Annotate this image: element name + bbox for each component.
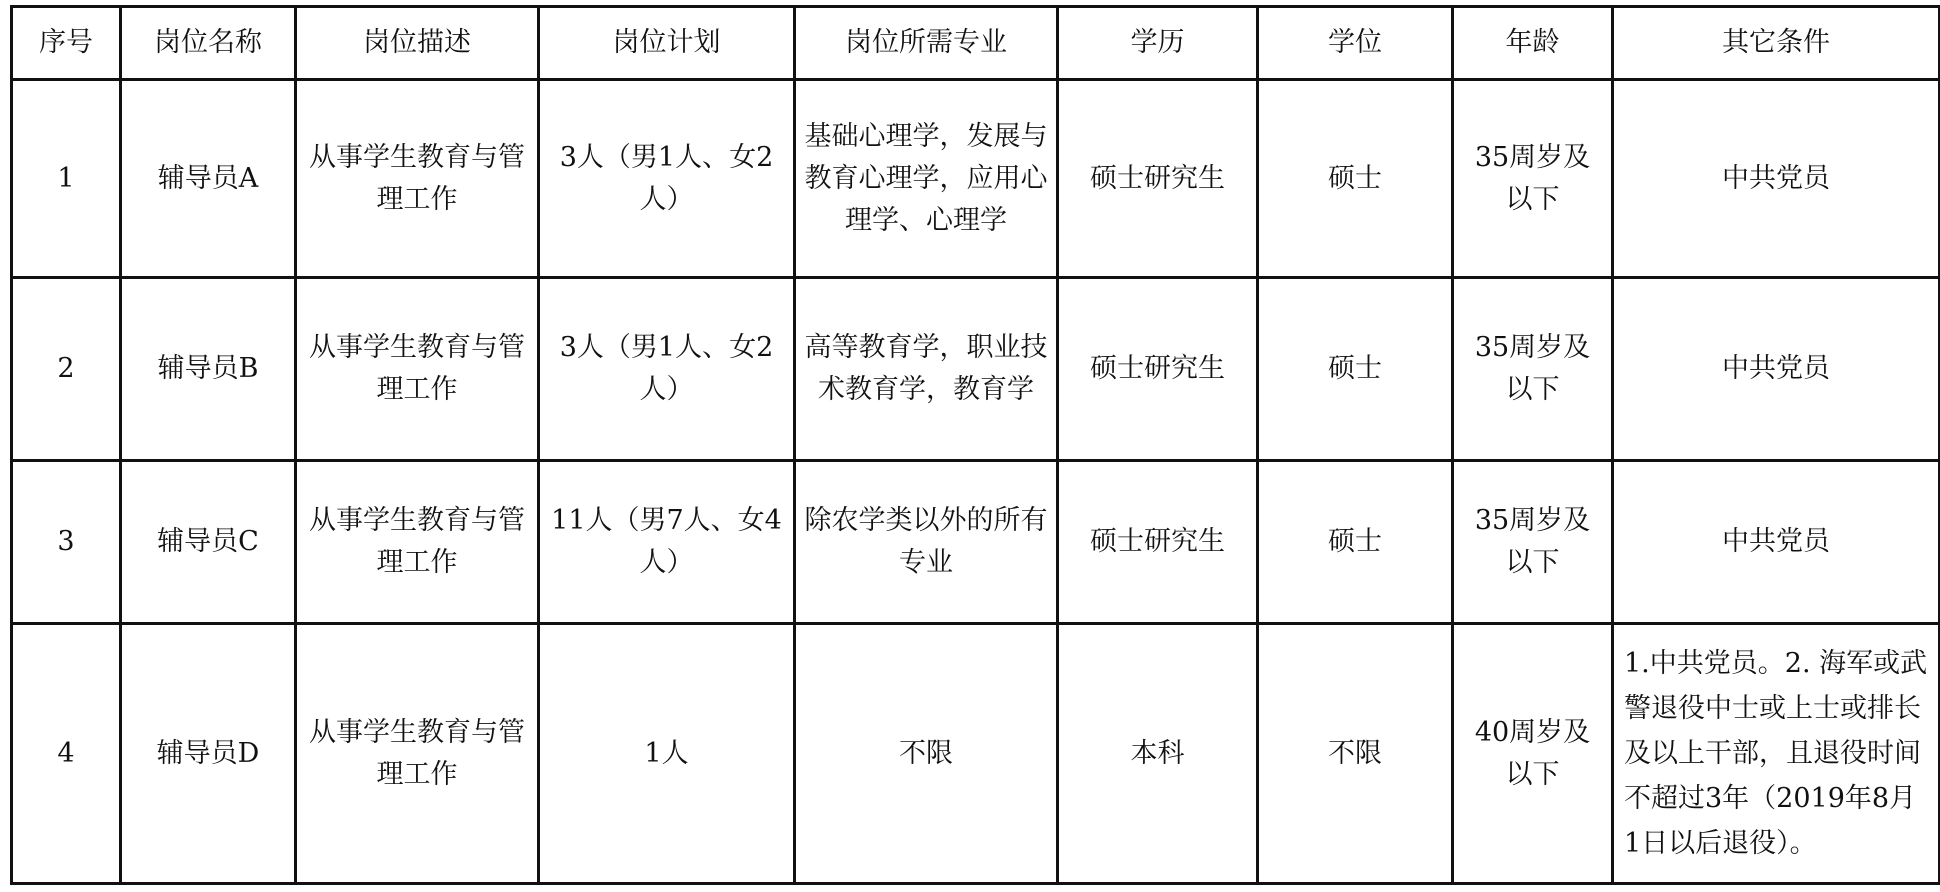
cell-position: 辅导员D [121, 624, 296, 884]
cell-description: 从事学生教育与管理工作 [296, 461, 539, 624]
cell-age: 40周岁及以下 [1453, 624, 1613, 884]
cell-major: 高等教育学，职业技术教育学，教育学 [795, 278, 1058, 461]
header-education: 学历 [1058, 7, 1258, 80]
cell-degree: 硕士 [1258, 278, 1453, 461]
cell-other: 中共党员 [1613, 461, 1940, 624]
cell-description: 从事学生教育与管理工作 [296, 278, 539, 461]
cell-education: 硕士研究生 [1058, 80, 1258, 278]
cell-index: 4 [12, 624, 121, 884]
recruitment-table [10, 5, 1940, 885]
cell-degree: 硕士 [1258, 461, 1453, 624]
header-age: 年龄 [1453, 7, 1613, 80]
header-row [12, 7, 1940, 80]
table-row [12, 624, 1940, 884]
cell-major: 基础心理学，发展与教育心理学，应用心理学、心理学 [795, 80, 1058, 278]
header-major: 岗位所需专业 [795, 7, 1058, 80]
table-row [12, 461, 1940, 624]
cell-major: 除农学类以外的所有专业 [795, 461, 1058, 624]
header-description: 岗位描述 [296, 7, 539, 80]
cell-age: 35周岁及以下 [1453, 80, 1613, 278]
cell-position: 辅导员C [121, 461, 296, 624]
cell-other: 中共党员 [1613, 278, 1940, 461]
cell-index: 3 [12, 461, 121, 624]
cell-age: 35周岁及以下 [1453, 278, 1613, 461]
header-other: 其它条件 [1613, 7, 1940, 80]
cell-degree: 不限 [1258, 624, 1453, 884]
cell-plan: 11人（男7人、女4人） [539, 461, 795, 624]
cell-education: 硕士研究生 [1058, 278, 1258, 461]
cell-education: 硕士研究生 [1058, 461, 1258, 624]
cell-position: 辅导员B [121, 278, 296, 461]
cell-plan: 1人 [539, 624, 795, 884]
cell-age: 35周岁及以下 [1453, 461, 1613, 624]
cell-degree: 硕士 [1258, 80, 1453, 278]
cell-education: 本科 [1058, 624, 1258, 884]
cell-other: 中共党员 [1613, 80, 1940, 278]
cell-index: 2 [12, 278, 121, 461]
cell-other: 1.中共党员。2. 海军或武警退役中士或上士或排长及以上干部，且退役时间不超过3年（2019年8月1日以后退役）。 [1613, 624, 1940, 884]
table-row [12, 80, 1940, 278]
cell-major: 不限 [795, 624, 1058, 884]
cell-position: 辅导员A [121, 80, 296, 278]
table-row [12, 278, 1940, 461]
cell-description: 从事学生教育与管理工作 [296, 624, 539, 884]
cell-plan: 3人（男1人、女2人） [539, 80, 795, 278]
cell-index: 1 [12, 80, 121, 278]
header-plan: 岗位计划 [539, 7, 795, 80]
header-degree: 学位 [1258, 7, 1453, 80]
cell-description: 从事学生教育与管理工作 [296, 80, 539, 278]
cell-plan: 3人（男1人、女2人） [539, 278, 795, 461]
header-position: 岗位名称 [121, 7, 296, 80]
header-index: 序号 [12, 7, 121, 80]
